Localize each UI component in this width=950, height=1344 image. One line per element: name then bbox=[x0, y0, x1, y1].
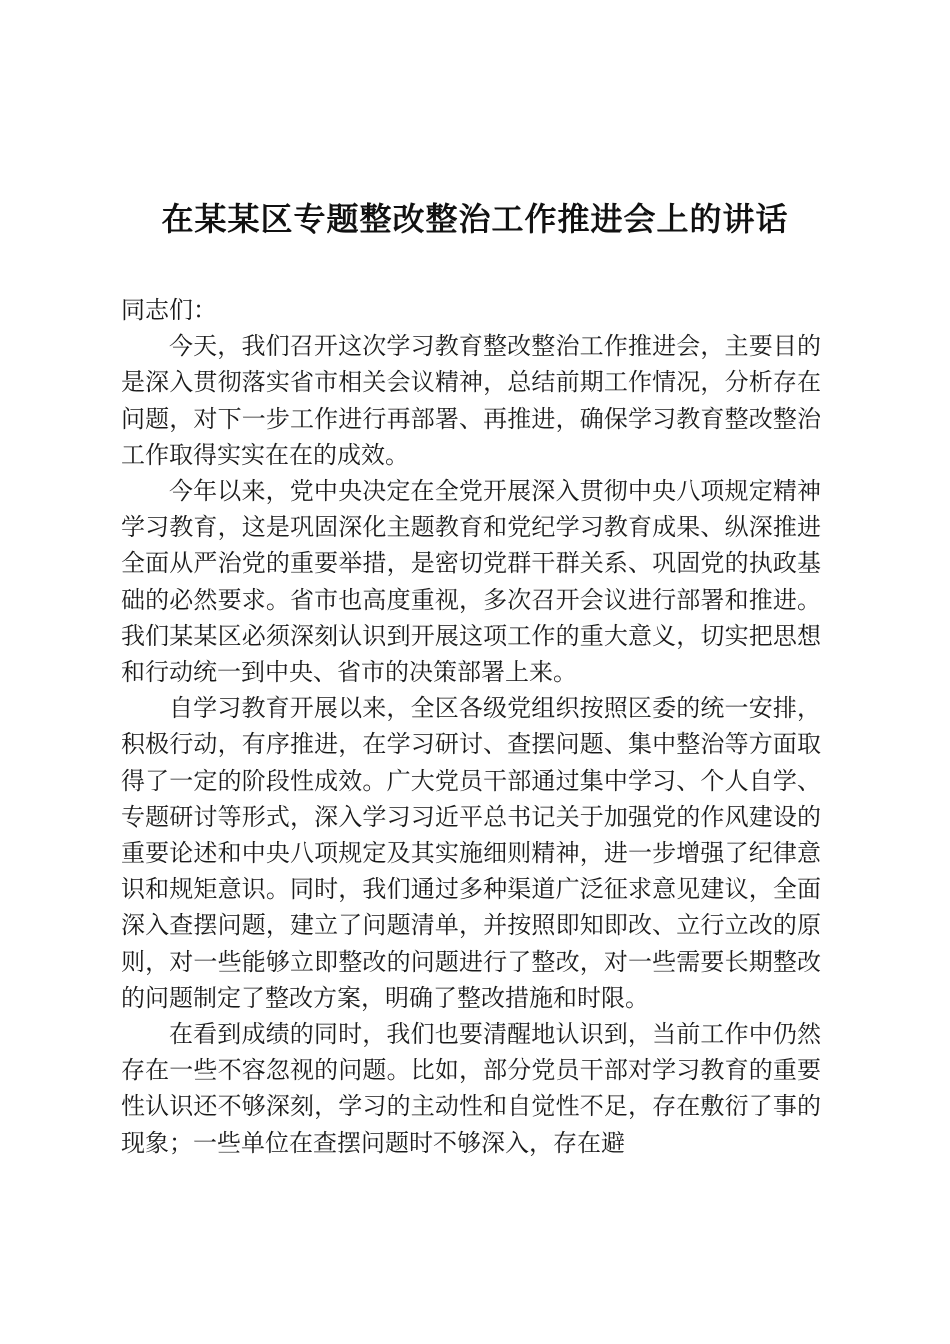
paragraph-4: 在看到成绩的同时，我们也要清醒地认识到，当前工作中仍然存在一些不容忽视的问题。比如，部分党员干部对学习教育的重要性认识还不够深刻，学习的主动性和自觉性不足，存在敷衍了事的现象；一些单位在查摆问题时不够深入，存在避 bbox=[121, 1020, 821, 1157]
paragraph-1: 今天，我们召开这次学习教育整改整治工作推进会，主要目的是深入贯彻落实省市相关会议精神，总结前期工作情况，分析存在问题，对下一步工作进行再部署、再推进，确保学习教育整改整治工作取得实实在在的成效。 bbox=[121, 332, 821, 469]
document-title: 在某某区专题整改整治工作推进会上的讲话 bbox=[161, 200, 789, 238]
paragraph-2: 今年以来，党中央决定在全党开展深入贯彻中央八项规定精神学习教育，这是巩固深化主题教育和党纪学习教育成果、纵深推进全面从严治党的重要举措，是密切党群干群关系、巩固党的执政基础的必然要求。省市也高度重视，多次召开会议进行部署和推进。我们某某区必须深刻认识到开展这项工作的重大意义，切实把思想和行动统一到中央、省市的决策部署上来。 bbox=[121, 477, 821, 687]
document-body bbox=[121, 292, 821, 1161]
salutation: 同志们： bbox=[121, 296, 217, 324]
paragraph-3: 自学习教育开展以来，全区各级党组织按照区委的统一安排，积极行动，有序推进，在学习研讨、查摆问题、集中整治等方面取得了一定的阶段性成效。广大党员干部通过集中学习、个人自学、专题研讨等形式，深入学习习近平总书记关于加强党的作风建设的重要论述和中央八项规定及其实施细则精神，进一步增强了纪律意识和规矩意识。同时，我们通过多种渠道广泛征求意见建议，全面深入查摆问题，建立了问题清单，并按照即知即改、立行立改的原则，对一些能够立即整改的问题进行了整改，对一些需要长期整改的问题制定了整改方案，明确了整改措施和时限。 bbox=[121, 694, 821, 1012]
